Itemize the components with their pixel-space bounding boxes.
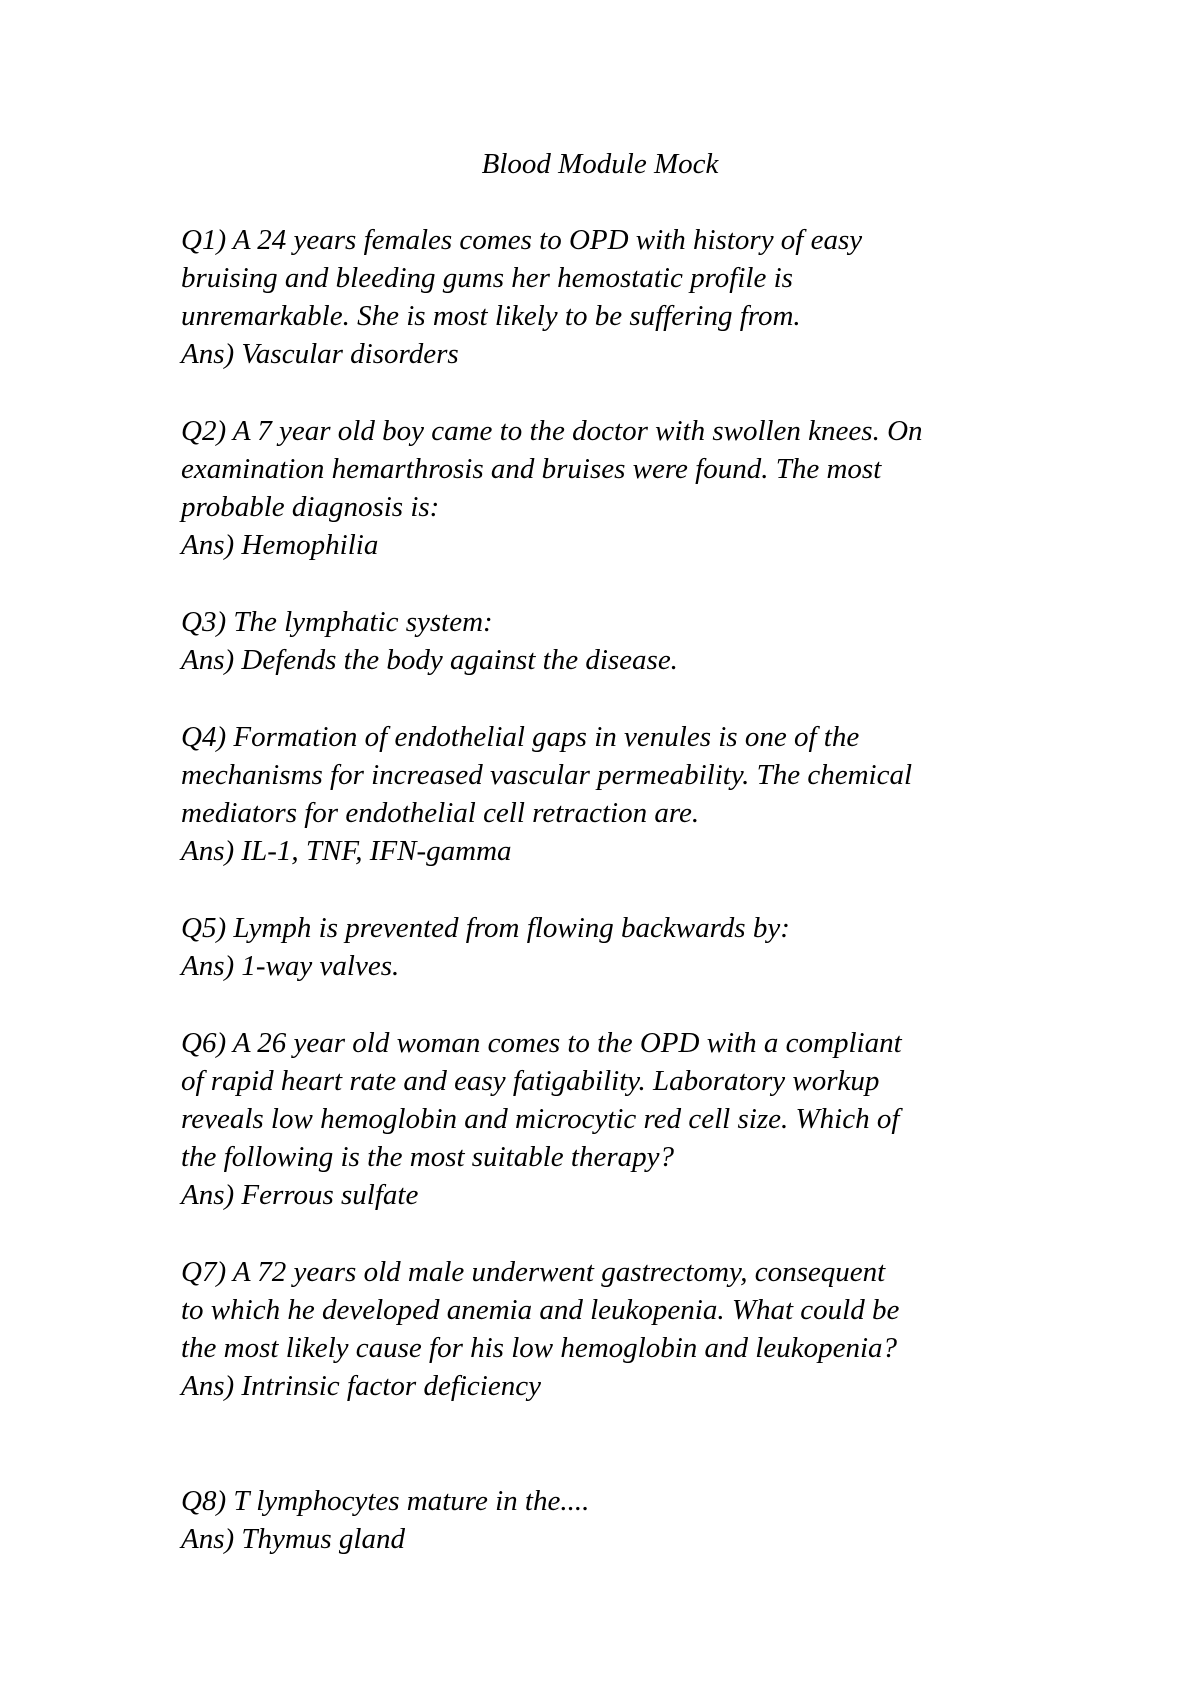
question-line: Q4) Formation of endothelial gaps in venules is one of the <box>181 721 860 753</box>
answer-line: Ans) Ferrous sulfate <box>181 1179 419 1211</box>
question-line: of rapid heart rate and easy fatigability. Laboratory workup <box>181 1065 880 1097</box>
question-block-4 <box>181 718 1051 870</box>
question-line: reveals low hemoglobin and microcytic red cell size. Which of <box>181 1103 900 1135</box>
answer-line: Ans) IL-1, TNF, IFN-gamma <box>181 835 512 867</box>
question-block-3 <box>181 603 1051 679</box>
question-line: the most likely cause for his low hemoglobin and leukopenia? <box>181 1332 898 1364</box>
question-line: Q2) A 7 year old boy came to the doctor with swollen knees. On <box>181 415 923 447</box>
question-block-1 <box>181 221 1051 373</box>
question-line: the following is the most suitable therapy? <box>181 1141 674 1173</box>
answer-line: Ans) Thymus gland <box>181 1523 405 1555</box>
question-line: mediators for endothelial cell retraction are. <box>181 797 700 829</box>
question-line: probable diagnosis is: <box>181 491 440 523</box>
question-block-6 <box>181 1024 1051 1214</box>
document-title: Blood Module Mock <box>481 148 719 180</box>
answer-line: Ans) Intrinsic factor deficiency <box>181 1370 541 1402</box>
question-line: Q8) T lymphocytes mature in the.... <box>181 1485 590 1517</box>
question-line: Q1) A 24 years females comes to OPD with history of easy <box>181 224 863 256</box>
answer-line: Ans) Vascular disorders <box>181 338 459 370</box>
question-line: Q3) The lymphatic system: <box>181 606 493 638</box>
question-line: unremarkable. She is most likely to be suffering from. <box>181 300 801 332</box>
answer-line: Ans) Hemophilia <box>181 529 379 561</box>
answer-line: Ans) Defends the body against the disease. <box>181 644 678 676</box>
question-block-8 <box>181 1482 1051 1558</box>
question-line: Q5) Lymph is prevented from flowing backwards by: <box>181 912 790 944</box>
question-line: bruising and bleeding gums her hemostatic profile is <box>181 262 793 294</box>
question-block-7 <box>181 1253 1051 1405</box>
answer-line: Ans) 1-way valves. <box>181 950 400 982</box>
question-block-2 <box>181 412 1051 564</box>
question-line: Q6) A 26 year old woman comes to the OPD with a compliant <box>181 1027 902 1059</box>
question-line: to which he developed anemia and leukopenia. What could be <box>181 1294 900 1326</box>
question-line: examination hemarthrosis and bruises were found. The most <box>181 453 882 485</box>
question-line: Q7) A 72 years old male underwent gastrectomy, consequent <box>181 1256 886 1288</box>
question-block-5 <box>181 909 1051 985</box>
question-line: mechanisms for increased vascular permeability. The chemical <box>181 759 913 791</box>
